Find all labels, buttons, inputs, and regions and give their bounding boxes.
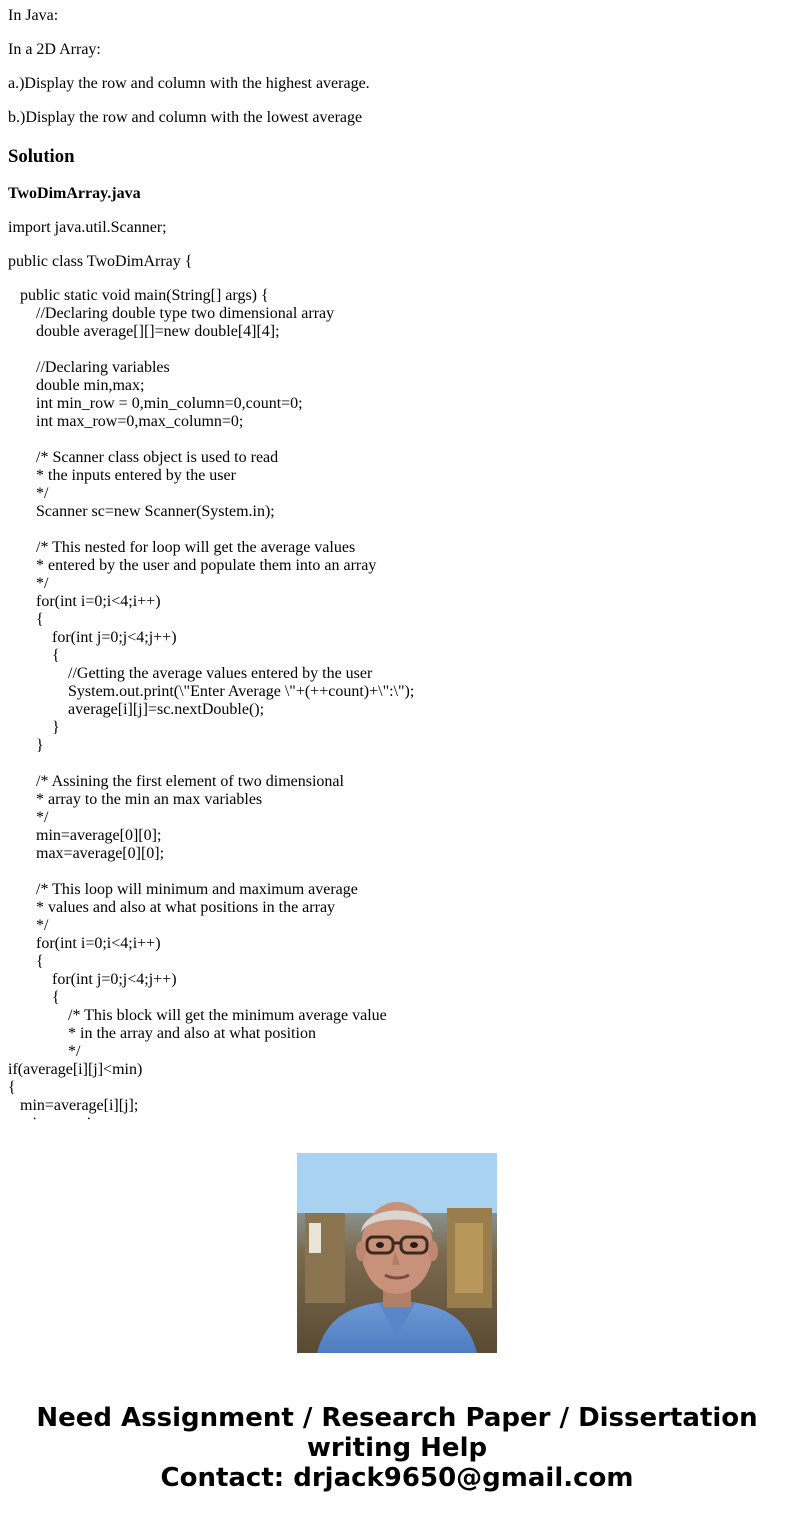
code-line: [8, 431, 786, 449]
code-line: //Declaring variables: [8, 359, 170, 376]
file-name: TwoDimArray.java: [8, 185, 141, 202]
code-line: for(int i=0;i<4;i++): [8, 935, 161, 952]
code-line: double average[][]=new double[4][4];: [8, 323, 280, 340]
code-line: System.out.print(\"Enter Average \"+(++count)+\":\");: [8, 683, 415, 700]
promo-footer: [0, 1120, 794, 1523]
document-content: [8, 0, 786, 1120]
code-line: for(int j=0;j<4;j++): [8, 971, 177, 988]
code-line: Scanner sc=new Scanner(System.in);: [8, 503, 275, 520]
question-line: b.)Display the row and column with the lowest average: [8, 109, 363, 126]
code-line: * array to the min an max variables: [8, 791, 263, 808]
code-line: if(average[i][j]<min): [8, 1061, 143, 1078]
code-line: * the inputs entered by the user: [8, 467, 236, 484]
code-line: {: [8, 989, 60, 1006]
help-line: Need Assignment / Research Paper / Dissertation: [36, 1403, 758, 1433]
code-line: {: [8, 953, 44, 970]
avatar: [297, 1153, 497, 1353]
code-line: /* Scanner class object is used to read: [8, 449, 279, 466]
code-line: * in the array and also at what position: [8, 1025, 316, 1042]
contact-line: Contact: drjack9650@gmail.com: [160, 1463, 634, 1493]
code-line: {: [8, 647, 60, 664]
code-line: [8, 521, 786, 539]
class-declaration: public class TwoDimArray {: [8, 253, 193, 270]
code-line: */: [8, 917, 49, 934]
code-line: * entered by the user and populate them into an array: [8, 557, 377, 574]
code-line: double min,max;: [8, 377, 145, 394]
code-line: for(int j=0;j<4;j++): [8, 629, 177, 646]
code-line: for(int i=0;i<4;i++): [8, 593, 161, 610]
code-line: */: [8, 809, 49, 826]
code-block: [8, 287, 786, 1133]
import-line: import java.util.Scanner;: [8, 219, 167, 236]
question-line: In Java:: [8, 7, 59, 24]
code-line: */: [8, 1043, 81, 1060]
code-line: average[i][j]=sc.nextDouble();: [8, 701, 265, 718]
code-line: {: [8, 1079, 16, 1096]
code-line: [8, 863, 786, 881]
code-line: * values and also at what positions in the array: [8, 899, 336, 916]
code-line: /* This loop will minimum and maximum average: [8, 881, 358, 898]
help-text: [0, 1403, 794, 1493]
code-line: max=average[0][0];: [8, 845, 165, 862]
code-line: //Declaring double type two dimensional array: [8, 305, 335, 322]
code-line: }: [8, 737, 44, 754]
question-line: In a 2D Array:: [8, 41, 101, 58]
code-line: [8, 755, 786, 773]
code-line: }: [8, 719, 60, 736]
code-line: int max_row=0,max_column=0;: [8, 413, 244, 430]
question-line: a.)Display the row and column with the highest average.: [8, 75, 370, 92]
code-line: */: [8, 575, 49, 592]
code-line: public static void main(String[] args) {: [8, 287, 269, 304]
code-line: [8, 341, 786, 359]
code-line: //Getting the average values entered by the user: [8, 665, 373, 682]
code-line: {: [8, 611, 44, 628]
code-line: /* This nested for loop will get the average values: [8, 539, 356, 556]
code-line: min=average[0][0];: [8, 827, 162, 844]
code-line: /* Assining the first element of two dimensional: [8, 773, 344, 790]
solution-heading: Solution: [8, 146, 75, 167]
code-line: min=average[i][j];: [8, 1097, 139, 1114]
code-line: */: [8, 485, 49, 502]
help-line: writing Help: [306, 1433, 488, 1463]
code-line: int min_row = 0,min_column=0,count=0;: [8, 395, 303, 412]
code-line: /* This block will get the minimum average value: [8, 1007, 387, 1024]
